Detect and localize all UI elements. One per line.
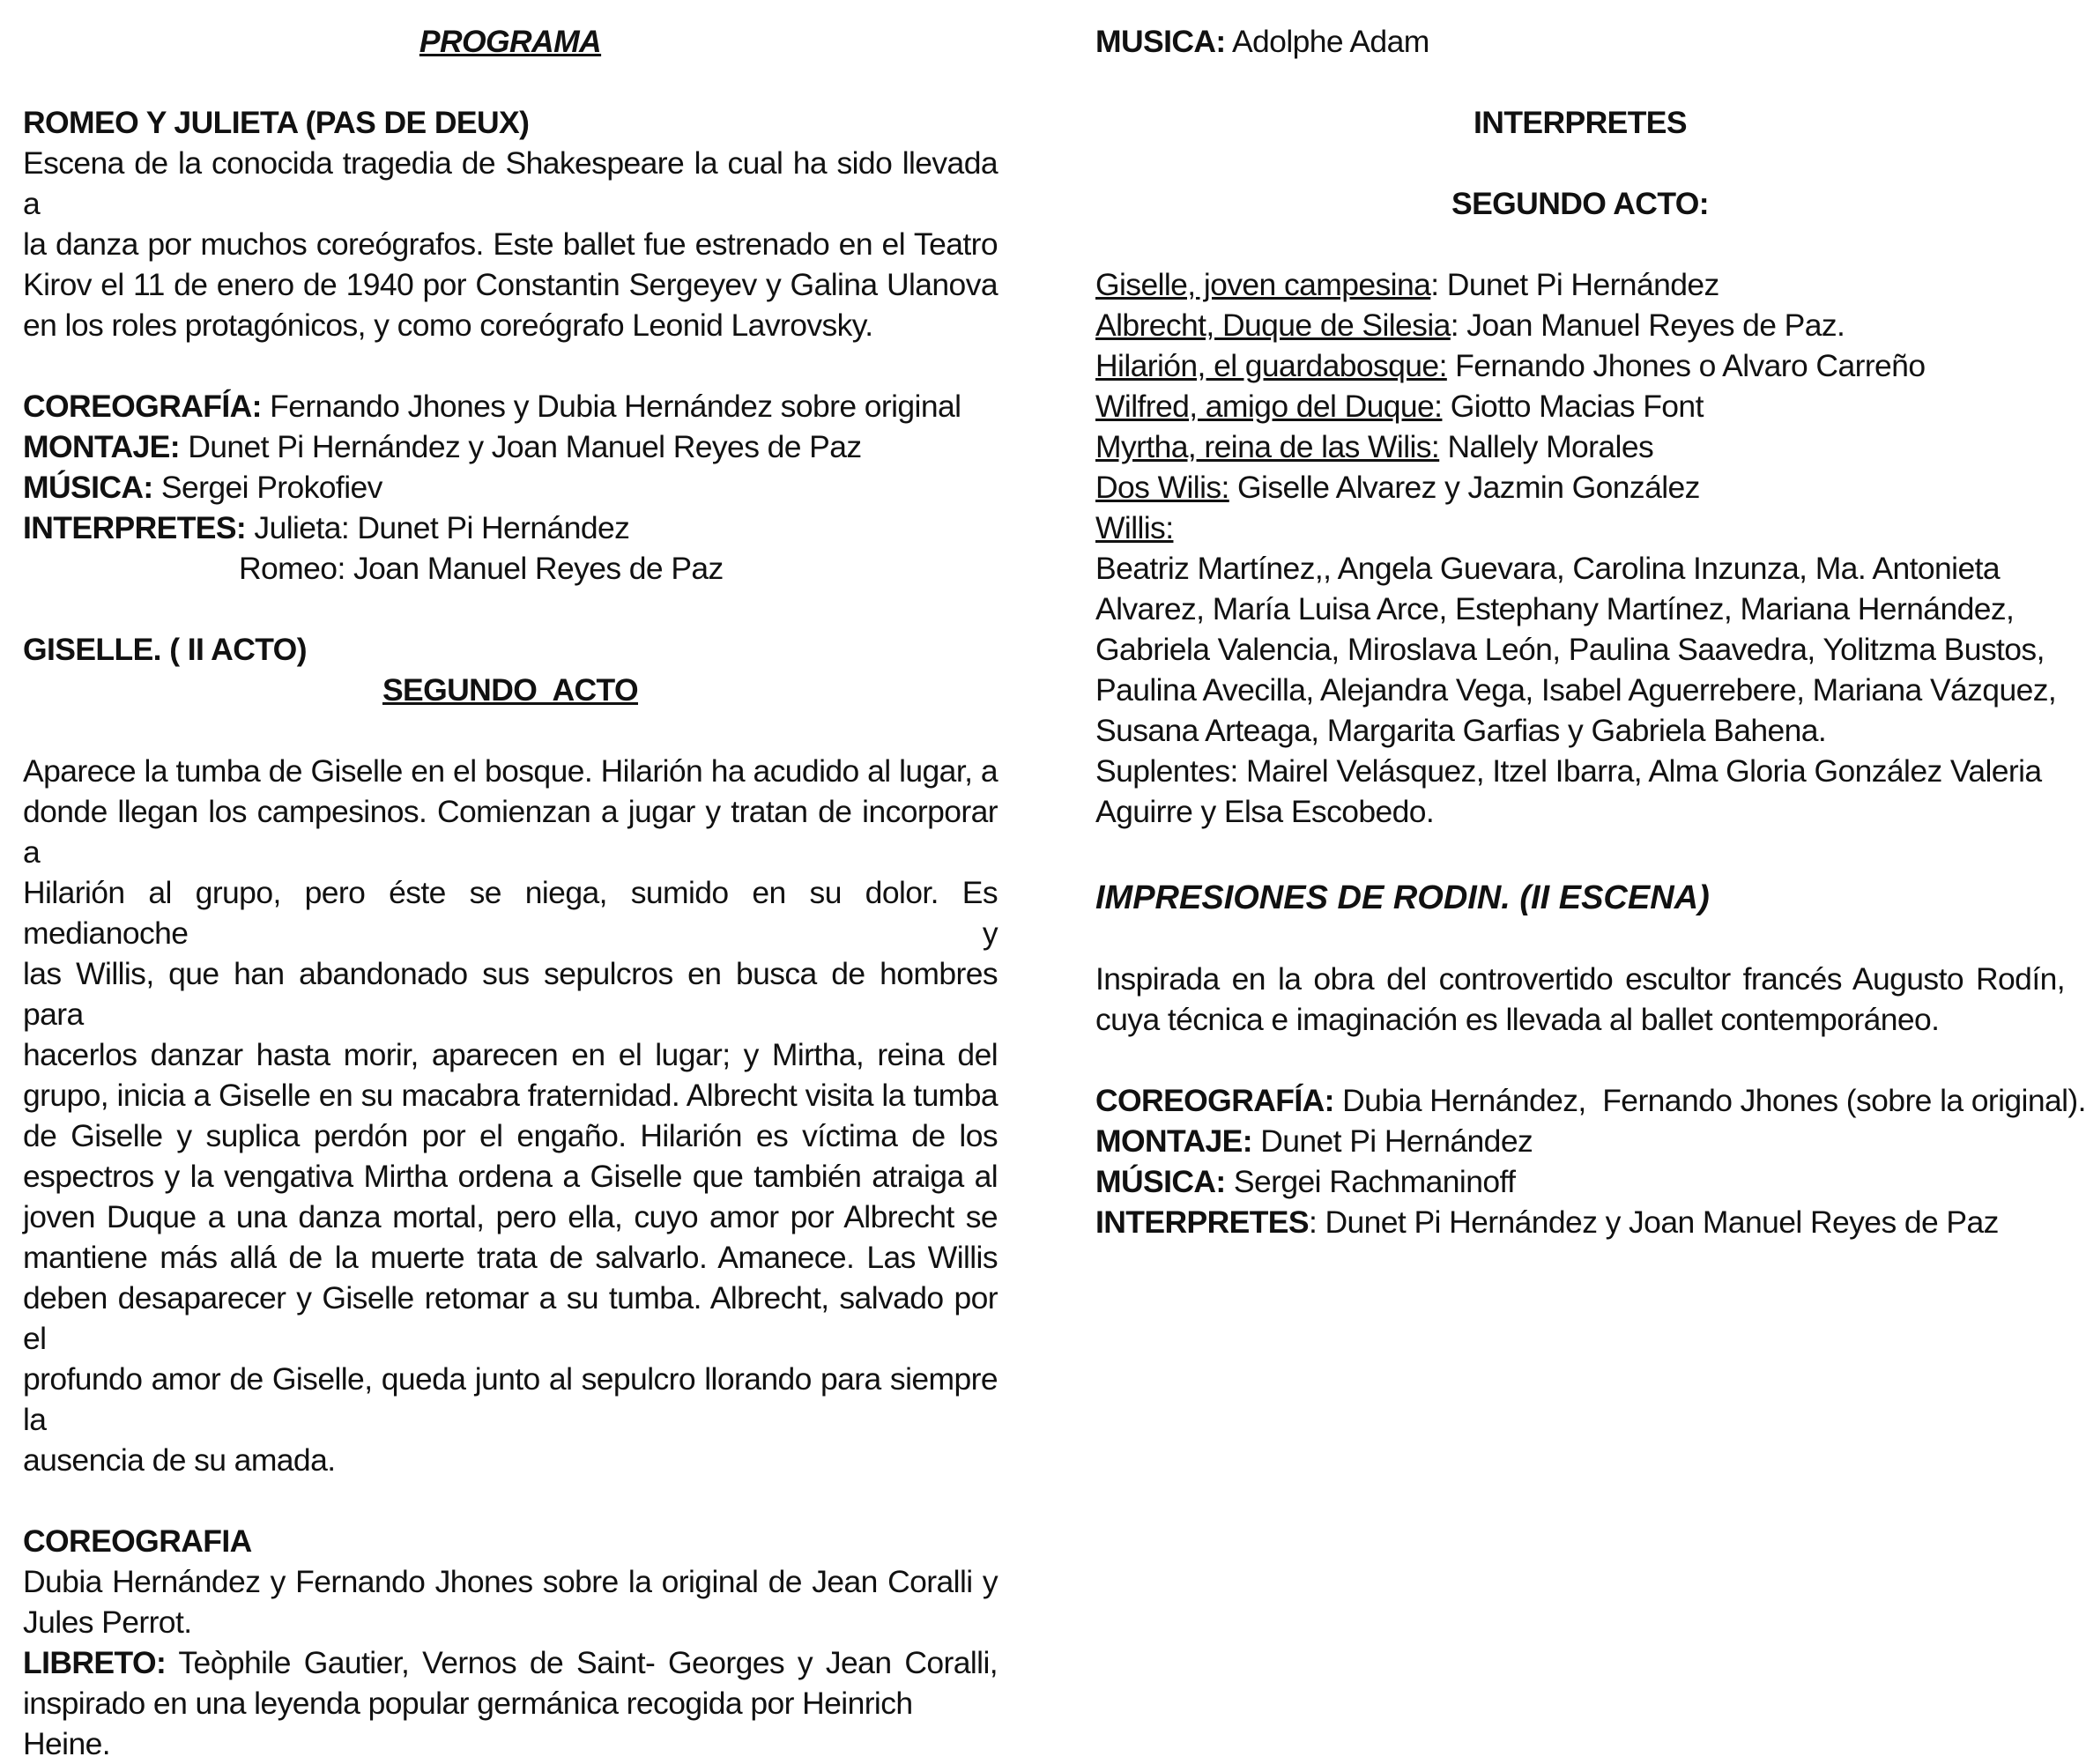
rodin-title: IMPRESIONES DE RODIN. (II ESCENA) <box>1095 879 1710 916</box>
romeo-interpretes-2: Romeo: Joan Manuel Reyes de Paz <box>239 551 724 586</box>
giselle-desc-line: mantiene más allá de la muerte trata de salvarlo. Amanece. Las Willis <box>23 1240 998 1275</box>
giselle-desc-line: las Willis, que han abandonado sus sepulcros en busca de hombres para <box>23 956 998 1032</box>
role-line: Albrecht, Duque de Silesia: Joan Manuel Reyes de Paz. <box>1095 308 1845 343</box>
romeo-interpretes: INTERPRETES: Julieta: Dunet Pi Hernández <box>23 510 630 545</box>
romeo-montaje: MONTAJE: Dunet Pi Hernández y Joan Manuel Reyes de Paz <box>23 429 862 464</box>
romeo-coreografia: COREOGRAFÍA: Fernando Jhones y Dubia Hernández sobre original <box>23 389 961 424</box>
giselle-desc-line: deben desaparecer y Giselle retomar a su tumba. Albrecht, salvado por el <box>23 1280 998 1356</box>
rodin-coreografia: COREOGRAFÍA: Dubia Hernández, Fernando Jhones (sobre la original). <box>1095 1083 2086 1118</box>
giselle-libreto-line2: inspirado en una leyenda popular germánica recogida por Heinrich Heine. <box>23 1686 913 1761</box>
giselle-musica: MUSICA: Adolphe Adam <box>1095 24 1429 59</box>
giselle-coreografia-title: COREOGRAFIA <box>23 1523 252 1559</box>
giselle-coreografia-line: Jules Perrot. <box>23 1605 192 1640</box>
romeo-desc-line: Kirov el 11 de enero de 1940 por Constantin Sergeyev y Galina Ulanova <box>23 267 998 302</box>
rodin-desc-line: cuya técnica e imaginación es llevada al ballet contemporáneo. <box>1095 1002 1940 1037</box>
willis-line: Paulina Avecilla, Alejandra Vega, Isabel Aguerrebere, Mariana Vázquez, <box>1095 672 2057 708</box>
willis-line: Beatriz Martínez,, Angela Guevara, Carolina Inzunza, Ma. Antonieta <box>1095 551 2000 586</box>
romeo-desc-line: Escena de la conocida tragedia de Shakespeare la cual ha sido llevada a <box>23 145 998 221</box>
role-line: Giselle, joven campesina: Dunet Pi Hernández <box>1095 267 1719 302</box>
giselle-desc-line: Hilarión al grupo, pero éste se niega, sumido en su dolor. Es medianoche y <box>23 875 998 951</box>
role-line: Dos Wilis: Giselle Alvarez y Jazmin González <box>1095 470 1700 505</box>
suplentes-line: Suplentes: Mairel Velásquez, Itzel Ibarra, Alma Gloria González Valeria <box>1095 753 2042 789</box>
giselle-desc-line: espectros y la vengativa Mirtha ordena a Giselle que también atraiga al <box>23 1159 998 1194</box>
giselle-desc-line: joven Duque a una danza mortal, pero ella, cuyo amor por Albrecht se <box>23 1199 998 1234</box>
rodin-desc-line: Inspirada en la obra del controvertido escultor francés Augusto Rodín, <box>1095 961 2065 997</box>
giselle-desc-line: Aparece la tumba de Giselle en el bosque. Hilarión ha acudido al lugar, a <box>23 753 998 789</box>
right-column <box>1095 21 2086 1242</box>
rodin-interpretes: INTERPRETES: Dunet Pi Hernández y Joan Manuel Reyes de Paz <box>1095 1204 1999 1240</box>
segundo-acto-title: SEGUNDO ACTO: <box>1451 186 1709 221</box>
rodin-montaje: MONTAJE: Dunet Pi Hernández <box>1095 1123 1533 1159</box>
giselle-desc-line: donde llegan los campesinos. Comienzan a jugar y tratan de incorporar a <box>23 794 998 870</box>
role-line: Hilarión, el guardabosque: Fernando Jhones o Alvaro Carreño <box>1095 348 1926 383</box>
rodin-musica: MÚSICA: Sergei Rachmaninoff <box>1095 1164 1516 1199</box>
role-line: Myrtha, reina de las Wilis: Nallely Morales <box>1095 429 1654 464</box>
interpretes-title: INTERPRETES <box>1474 105 1687 140</box>
willis-label: Willis: <box>1095 510 1174 545</box>
giselle-desc-line: grupo, inicia a Giselle en su macabra fraternidad. Albrecht visita la tumba <box>23 1078 998 1113</box>
giselle-desc-line: ausencia de su amada. <box>23 1442 336 1478</box>
giselle-subtitle: SEGUNDO ACTO <box>382 672 639 708</box>
romeo-musica: MÚSICA: Sergei Prokofiev <box>23 470 382 505</box>
program-title: PROGRAMA <box>419 24 602 59</box>
willis-line: Susana Arteaga, Margarita Garfias y Gabriela Bahena. <box>1095 713 1827 748</box>
role-line: Wilfred, amigo del Duque: Giotto Macias Font <box>1095 389 1704 424</box>
giselle-libreto: LIBRETO: Teòphile Gautier, Vernos de Saint- Georges y Jean Coralli, <box>23 1645 998 1680</box>
giselle-desc-line: hacerlos danzar hasta morir, aparecen en el lugar; y Mirtha, reina del <box>23 1037 998 1072</box>
willis-line: Gabriela Valencia, Miroslava León, Paulina Saavedra, Yolitzma Bustos, <box>1095 632 2045 667</box>
romeo-desc-line: en los roles protagónicos, y como coreógrafo Leonid Lavrovsky. <box>23 308 873 343</box>
suplentes-line: Aguirre y Elsa Escobedo. <box>1095 794 1435 829</box>
giselle-coreografia-line: Dubia Hernández y Fernando Jhones sobre la original de Jean Coralli y <box>23 1564 998 1599</box>
romeo-title: ROMEO Y JULIETA (PAS DE DEUX) <box>23 105 530 140</box>
giselle-desc-line: de Giselle y suplica perdón por el engaño. Hilarión es víctima de los <box>23 1118 998 1153</box>
left-column <box>23 21 998 1764</box>
giselle-desc-line: profundo amor de Giselle, queda junto al sepulcro llorando para siempre la <box>23 1361 998 1437</box>
willis-line: Alvarez, María Luisa Arce, Estephany Martínez, Mariana Hernández, <box>1095 591 2015 626</box>
romeo-desc-line: la danza por muchos coreógrafos. Este ballet fue estrenado en el Teatro <box>23 226 998 262</box>
giselle-title: GISELLE. ( II ACTO) <box>23 632 307 667</box>
